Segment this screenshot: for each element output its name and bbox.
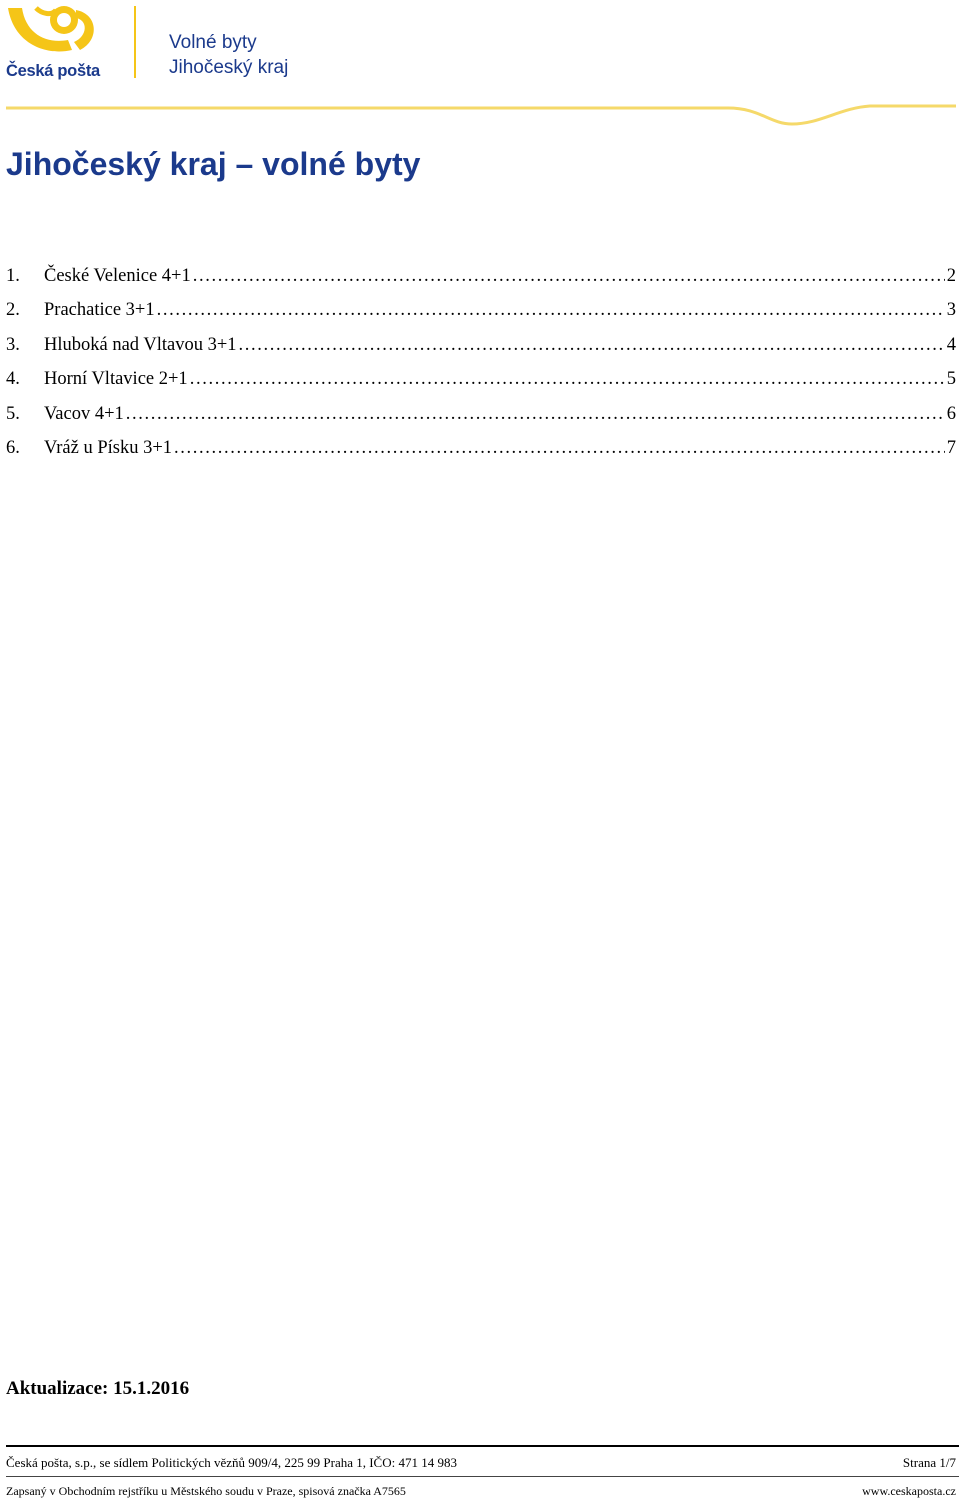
ceska-posta-logo bbox=[6, 4, 100, 80]
toc-entry[interactable] bbox=[6, 438, 956, 472]
header-divider bbox=[134, 6, 136, 78]
update-date: Aktualizace: 15.1.2016 bbox=[6, 1378, 190, 1399]
toc-entry[interactable] bbox=[6, 369, 956, 403]
toc-leader bbox=[157, 300, 945, 321]
toc-label: Horní Vltavice 2+1 bbox=[44, 369, 188, 390]
toc-page: 2 bbox=[946, 266, 956, 286]
footer-divider-thin bbox=[6, 1476, 959, 1477]
toc-entry[interactable] bbox=[6, 404, 956, 438]
toc-label: Prachatice 3+1 bbox=[44, 300, 155, 321]
header-title: Volné byty bbox=[169, 32, 257, 53]
toc-page: 5 bbox=[946, 369, 956, 390]
footer-registry: Zapsaný v Obchodním rejstříku u Městského soudu v Praze, spisová značka A7565 bbox=[6, 1484, 406, 1498]
toc-entry[interactable] bbox=[6, 266, 956, 300]
page-title: Jihočeský kraj – volné byty bbox=[6, 146, 421, 182]
footer-registry-line bbox=[6, 1484, 956, 1499]
post-horn-icon bbox=[6, 4, 100, 62]
toc-leader bbox=[174, 438, 945, 459]
footer-page-info: Strana 1/7 bbox=[902, 1455, 956, 1470]
header-wave-line bbox=[0, 98, 960, 130]
header-subtitle: Jihočeský kraj bbox=[169, 57, 289, 78]
toc-label: České Velenice 4+1 bbox=[44, 266, 191, 286]
toc-leader bbox=[190, 369, 945, 390]
toc-page: 6 bbox=[946, 403, 956, 424]
toc-number: 1. bbox=[6, 266, 20, 286]
toc-label: Vacov 4+1 bbox=[44, 403, 124, 424]
toc-label: Hluboká nad Vltavou 3+1 bbox=[44, 334, 237, 355]
toc-leader bbox=[239, 335, 945, 356]
toc-leader bbox=[193, 266, 945, 287]
toc-label: Vráž u Písku 3+1 bbox=[44, 437, 173, 458]
toc-number: 6. bbox=[6, 437, 20, 458]
toc-number: 4. bbox=[6, 369, 20, 390]
page-header bbox=[0, 0, 960, 130]
toc-leader bbox=[126, 404, 945, 425]
toc-entry[interactable] bbox=[6, 300, 956, 334]
toc-entry[interactable] bbox=[6, 335, 956, 369]
footer-website-link[interactable]: www.ceskaposta.cz bbox=[862, 1484, 956, 1498]
toc-number: 5. bbox=[6, 403, 20, 424]
table-of-contents bbox=[6, 266, 956, 472]
footer-company: Česká pošta, s.p., se sídlem Politických vězňů 909/4, 225 99 Praha 1, IČO: 471 14 983 bbox=[6, 1455, 457, 1470]
footer-divider bbox=[6, 1445, 959, 1447]
toc-page: 4 bbox=[946, 334, 956, 355]
footer-company-line bbox=[6, 1455, 956, 1471]
logo-wordmark: Česká pošta bbox=[6, 62, 100, 80]
toc-page: 7 bbox=[946, 437, 956, 458]
toc-number: 2. bbox=[6, 300, 20, 321]
toc-page: 3 bbox=[946, 300, 956, 321]
toc-number: 3. bbox=[6, 334, 20, 355]
